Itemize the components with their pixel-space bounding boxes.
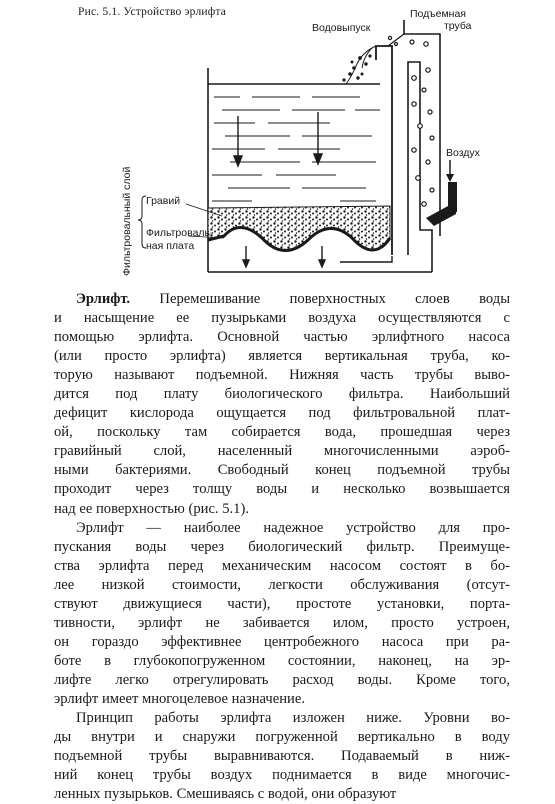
water-spout [343, 46, 376, 84]
airlift-diagram [0, 0, 555, 290]
air-inlet [426, 160, 457, 226]
water-level-lines [208, 84, 380, 201]
label-water-outlet: Водовыпуск [312, 22, 371, 34]
aquarium-tank [208, 68, 432, 272]
paragraph-airlift-advantages: Эрлифт — наиболее надежное устройство для про- пускания воды через биологический фильтр. Преимуще- ства эрлифта перед механическим насосом состоят в бо- лее низкой стоимости, легкости обслуживания (отсут- ствуют движущиеся части), простоте установки, порта- тивности, эрлифт не забивается илом, просто устроен, он гораздо эффективнее центробежного насоса при ра- боте в глубокопогруженном состоянии, наконец, на эр- лифте легко отрегулировать расход воды. Кроме того, эрлифт имеет многоцелевое назначение. [54, 519, 510, 707]
paragraph-airlift-intro: Эрлифт. Перемешивание поверхностных слоев воды и насыщение ее пузырьками воздуха осуществляются с помощью эрлифта. Основной частью эрлифтного насоса (или просто эрлифта) является вертикальная труба, ко- торую называют подъемной. Нижняя часть трубы выво- дится под плату биологического фильтра. Наибольший дефицит кислорода ощущается под фильтровальной плат- ой, поскольку там собирается вода, прошедшая через гравийный слой, населенный многочисленными аэроб- ными бактериями. Свободный конец подъемной трубы проходит через толщу воды и несколько возвышается над ее поверхностью (рис. 5.1). [54, 291, 510, 517]
label-filter-layer: Фильтровальный слой [121, 166, 133, 276]
filter-layer-bracket [138, 196, 146, 248]
paragraph-airlift-principle: Принцип работы эрлифта изложен ниже. Уровни во- ды внутри и снаружи погруженной вертикально в воду подъемной трубы выравниваются. Подаваемый в ниж- ний конец трубы воздух поднимается в виде многочис- ленных пузырьков. Смешиваясь с водой, они образуют [54, 710, 510, 803]
figure-caption: Рис. 5.1. Устройство эрлифта [78, 6, 227, 18]
label-air: Воздух [446, 147, 480, 159]
downflow-arrows [234, 112, 322, 166]
body-text [54, 290, 510, 804]
label-filter-plate-line2: ная плата [146, 240, 195, 252]
label-filter-plate-line1: Фильтроваль- [146, 227, 214, 239]
label-lift-tube-line2: труба [444, 20, 472, 32]
paragraph-title: Эрлифт. [76, 291, 131, 307]
label-gravel: Гравий [146, 195, 181, 207]
label-lift-tube-line1: Подъемная [410, 8, 466, 20]
